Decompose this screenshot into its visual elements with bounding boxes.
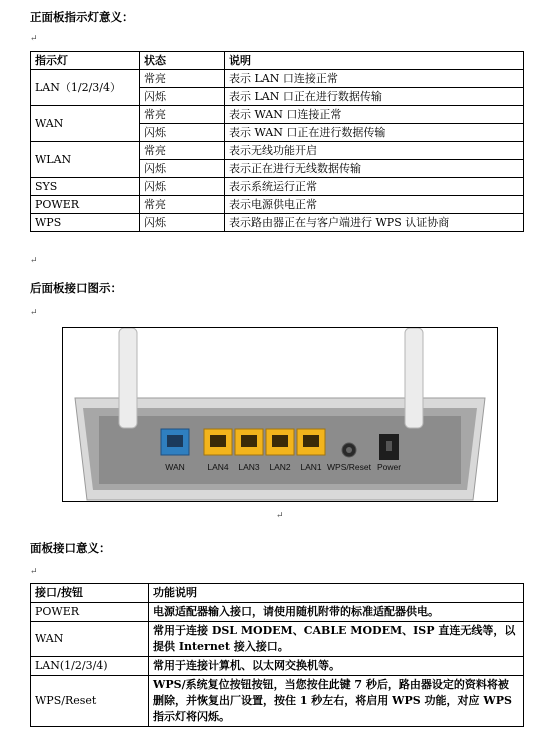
indicator-name: POWER <box>31 196 140 214</box>
port-label-power: Power <box>376 462 402 472</box>
table-row <box>31 178 524 196</box>
interface-name: POWER <box>31 603 149 622</box>
table-row <box>31 622 524 657</box>
table-row <box>31 106 524 124</box>
table-row <box>31 603 524 622</box>
port-label-lan3: LAN3 <box>238 462 260 472</box>
interface-name: WPS/Reset <box>31 676 149 727</box>
table-row <box>31 214 524 232</box>
desc-cell: 表示 LAN 口正在进行数据传输 <box>225 88 524 106</box>
indicator-table <box>30 51 524 232</box>
indicator-name: LAN（1/2/3/4） <box>31 70 140 106</box>
state-cell: 闪烁 <box>140 160 225 178</box>
header-cell: 状态 <box>140 52 225 70</box>
wps-reset-button-center <box>346 447 352 453</box>
section-title-rear-panel: 后面板接口图示： <box>30 281 122 295</box>
table-row <box>31 196 524 214</box>
state-cell: 常亮 <box>140 196 225 214</box>
port-label-lan2: LAN2 <box>269 462 291 472</box>
interface-name: LAN(1/2/3/4) <box>31 657 149 676</box>
indicator-name: WPS <box>31 214 140 232</box>
table-row <box>31 70 524 88</box>
state-cell: 常亮 <box>140 142 225 160</box>
port-label-wan: WAN <box>165 462 185 472</box>
power-jack-pin <box>386 441 392 451</box>
lan2-socket <box>272 435 288 447</box>
desc-cell: 表示正在进行无线数据传输 <box>225 160 524 178</box>
state-cell: 闪烁 <box>140 124 225 142</box>
header-cell: 接口/按钮 <box>31 584 149 603</box>
lan1-socket <box>303 435 319 447</box>
router-rear-illustration <box>63 328 497 501</box>
antenna-right <box>405 328 423 428</box>
header-cell: 功能说明 <box>149 584 524 603</box>
paragraph-mark: ↵ <box>30 308 38 318</box>
interface-name: WAN <box>31 622 149 657</box>
state-cell: 闪烁 <box>140 178 225 196</box>
lan3-socket <box>241 435 257 447</box>
state-cell: 常亮 <box>140 106 225 124</box>
desc-cell: 表示路由器正在与客户端进行 WPS 认证协商 <box>225 214 524 232</box>
indicator-name: SYS <box>31 178 140 196</box>
interface-desc: 电源适配器输入接口，请使用随机附带的标准适配器供电。 <box>149 603 524 622</box>
port-label-lan1: LAN1 <box>300 462 322 472</box>
paragraph-mark: ↵ <box>276 511 284 521</box>
table-row <box>31 657 524 676</box>
desc-cell: 表示电源供电正常 <box>225 196 524 214</box>
state-cell: 常亮 <box>140 70 225 88</box>
section-title-front-panel: 正面板指示灯意义： <box>30 10 134 24</box>
indicator-name: WLAN <box>31 142 140 178</box>
port-label-wps-reset: WPS/Reset <box>327 462 371 472</box>
section-title-interface-meaning: 面板接口意义： <box>30 541 111 555</box>
table-row <box>31 676 524 727</box>
interface-desc: WPS/系统复位按钮按钮，当您按住此键 7 秒后，路由器设定的资料将被删除，并恢复出厂设置，按住 1 秒左右，将启用 WPS 功能，对应 WPS 指示灯将闪烁。 <box>149 676 524 727</box>
wan-socket <box>167 435 183 447</box>
header-cell: 指示灯 <box>31 52 140 70</box>
paragraph-mark: ↵ <box>30 567 38 577</box>
table-header-row <box>31 52 524 70</box>
desc-cell: 表示 WAN 口连接正常 <box>225 106 524 124</box>
antenna-left <box>119 328 137 428</box>
paragraph-mark: ↵ <box>30 256 38 266</box>
desc-cell: 表示无线功能开启 <box>225 142 524 160</box>
header-cell: 说明 <box>225 52 524 70</box>
state-cell: 闪烁 <box>140 214 225 232</box>
interface-table <box>30 583 524 727</box>
interface-desc: 常用于连接 DSL MODEM、CABLE MODEM、ISP 直连无线等，以提供 Internet 接入接口。 <box>149 622 524 657</box>
paragraph-mark: ↵ <box>30 34 38 44</box>
desc-cell: 表示系统运行正常 <box>225 178 524 196</box>
table-header-row <box>31 584 524 603</box>
table-row <box>31 142 524 160</box>
interface-desc: 常用于连接计算机、以太网交换机等。 <box>149 657 524 676</box>
state-cell: 闪烁 <box>140 88 225 106</box>
desc-cell: 表示 LAN 口连接正常 <box>225 70 524 88</box>
rear-panel-figure <box>62 327 498 502</box>
indicator-name: WAN <box>31 106 140 142</box>
port-label-lan4: LAN4 <box>207 462 229 472</box>
desc-cell: 表示 WAN 口正在进行数据传输 <box>225 124 524 142</box>
lan4-socket <box>210 435 226 447</box>
